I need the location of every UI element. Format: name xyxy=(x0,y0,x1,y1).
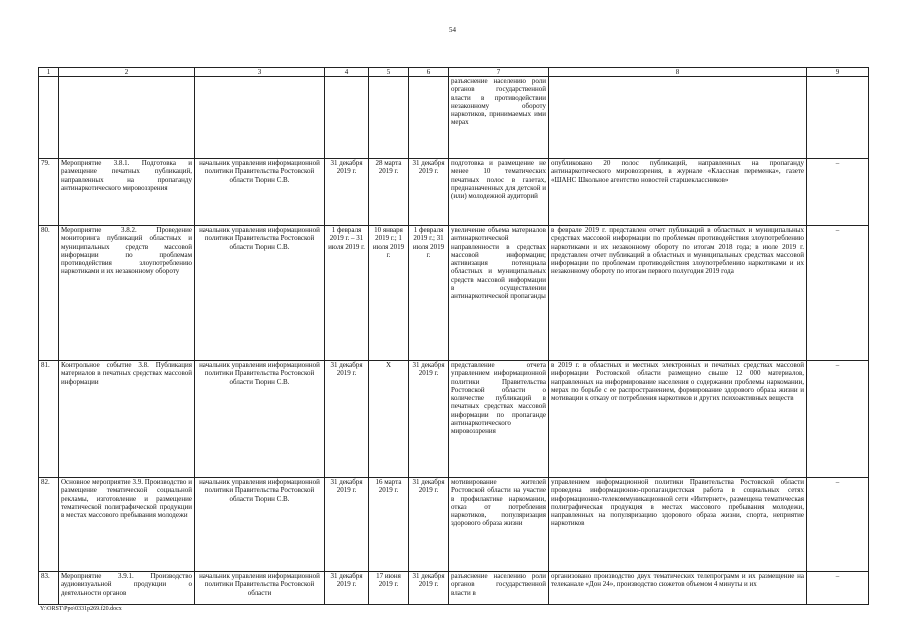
expected-result: подготовка и размещение не менее 10 тематических печатных полос в газетах, предназначенных для детской и (или) молодежной аудиторий xyxy=(449,159,549,226)
header-cell: 7 xyxy=(449,68,549,77)
continuation-row xyxy=(39,77,869,159)
header-cell: 3 xyxy=(195,68,325,77)
table-row xyxy=(39,226,869,361)
actual-result: управлением информационной политики Правительства Ростовской области проведена информационно-пропагандистская работа в социальных сетях информационно-телекоммуникационной сети «Интернет», размещена тематическая полиграфическая продукция в местах массового пребывания молодежи, направленных на популяризацию здорового образа жизни, спорта, неприятие наркотиков xyxy=(549,478,807,572)
report-table xyxy=(38,67,869,605)
note: – xyxy=(807,159,869,226)
measure-name: Основное мероприятие 3.9. Производство и размещение тематической социальной рекламы, изготовление и размещение тематической полиграфической продукции в местах массового пребывания молодежи xyxy=(59,478,195,572)
executor: начальник управления информационной политики Правительства Ростовской области Тюрин С.В. xyxy=(195,478,325,572)
executor: начальник управления информационной политики Правительства Ростовской области Тюрин С.В. xyxy=(195,159,325,226)
table-row xyxy=(39,572,869,605)
plan-date: 31 декабря 2019 г. xyxy=(325,572,369,605)
note: – xyxy=(807,572,869,605)
table-row xyxy=(39,361,869,478)
end-date: 31 декабря 2019 г. xyxy=(409,572,449,605)
header-cell: 2 xyxy=(59,68,195,77)
row-number: 80. xyxy=(39,226,59,361)
column-number-row xyxy=(39,68,869,77)
header-cell: 4 xyxy=(325,68,369,77)
executor: начальник управления информационной политики Правительства Ростовской области Тюрин С.В. xyxy=(195,361,325,478)
plan-date: 31 декабря 2019 г. xyxy=(325,361,369,478)
start-date: 28 марта 2019 г. xyxy=(369,159,409,226)
start-date: Х xyxy=(369,361,409,478)
header-cell: 9 xyxy=(807,68,869,77)
table-row xyxy=(39,159,869,226)
note: – xyxy=(807,361,869,478)
table-row xyxy=(39,478,869,572)
header-cell: 1 xyxy=(39,68,59,77)
row-number: 83. xyxy=(39,572,59,605)
plan-date: 31 декабря 2019 г. xyxy=(325,159,369,226)
note: – xyxy=(807,226,869,361)
expected-result: разъяснение населению роли органов государственной власти в xyxy=(449,572,549,605)
expected-result: увеличение объема материалов антинаркотической направленности в средствах массовой информации; активизация потенциала областных и муниципальных средств массовой информации в осуществлении антинаркотической пропаганды xyxy=(449,226,549,361)
expected-result: представление отчета управлением информационной политики Правительства Ростовской области о количестве публикаций в печатных средствах массовой информации по пропаганде антинаркотического мировоззрения xyxy=(449,361,549,478)
row-number: 82. xyxy=(39,478,59,572)
row-number: 79. xyxy=(39,159,59,226)
measure-name: Мероприятие 3.8.1. Подготовка и размещение печатных публикаций, направленных на пропаганду антинаркотического мировоззрения xyxy=(59,159,195,226)
expected-result: мотивирование жителей Ростовской области на участие в профилактике наркомании, отказ от потребления наркотиков, популяризация здорового образа жизни xyxy=(449,478,549,572)
measure-name: Контрольное событие 3.8. Публикация материалов в печатных средствах массовой информации xyxy=(59,361,195,478)
measure-name: Мероприятие 3.8.2. Проведение мониторинга публикаций областных и муниципальных средств массовой информации по проблемам противодействия злоупотреблению наркотиками и их незаконному обороту xyxy=(59,226,195,361)
header-cell: 8 xyxy=(549,68,807,77)
end-date: 31 декабря 2019 г. xyxy=(409,159,449,226)
actual-result: в 2019 г. в областных и местных электронных и печатных средствах массовой информации Ростовской области размещено свыше 12 000 материалов, направленных на информирование населения о содержании проблемы наркомании, мерах по борьбе с ее распространением, формирование здорового образа жизни и мотивации к отказу от потребления наркотиков и других психоактивных веществ xyxy=(549,361,807,478)
start-date: 16 марта 2019 г. xyxy=(369,478,409,572)
executor: начальник управления информационной политики Правительства Ростовской области xyxy=(195,572,325,605)
actual-result: организовано производство двух тематических телепрограмм и их размещение на телеканале «Дон 24», производство сюжетов объемом 4 минуты и их xyxy=(549,572,807,605)
header-cell: 6 xyxy=(409,68,449,77)
plan-date: 1 февраля 2019 г. – 31 июля 2019 г. xyxy=(325,226,369,361)
continuation-result: разъяснение населению роли органов государственной власти в противодействии незаконному обороту наркотиков, принимаемых ими мерах xyxy=(449,77,549,159)
start-date: 10 января 2019 г.; 1 июля 2019 г. xyxy=(369,226,409,361)
end-date: 1 февраля 2019 г.; 31 июля 2019 г. xyxy=(409,226,449,361)
note: – xyxy=(807,478,869,572)
file-path-footer: Y:\ORST\Ppo\0331p269.f20.docx xyxy=(40,606,122,612)
row-number: 81. xyxy=(39,361,59,478)
actual-result: в феврале 2019 г. представлен отчет публикаций в областных и муниципальных средствах массовой информации по проблемам противодействия злоупотреблению наркотиками и их незаконному обороту по итогам 2018 года; в июле 2019 г. представлен отчет публикаций в областных и муниципальных средствах массовой информации по проблемам противодействия злоупотреблению наркотиками и их незаконному обороту по итогам первого полугодия 2019 года xyxy=(549,226,807,361)
actual-result: опубликовано 20 полос публикаций, направленных на пропаганду антинаркотического мировоззрения, в журнале «Классная переменка», газете «ШАНС Школьное агентство новостей старшеклассников» xyxy=(549,159,807,226)
executor: начальник управления информационной политики Правительства Ростовской области Тюрин С.В. xyxy=(195,226,325,361)
end-date: 31 декабря 2019 г. xyxy=(409,361,449,478)
header-cell: 5 xyxy=(369,68,409,77)
start-date: 17 июня 2019 г. xyxy=(369,572,409,605)
page-number: 54 xyxy=(449,26,456,34)
end-date: 31 декабря 2019 г. xyxy=(409,478,449,572)
measure-name: Мероприятие 3.9.1. Производство аудиовизуальной продукции о деятельности органов xyxy=(59,572,195,605)
plan-date: 31 декабря 2019 г. xyxy=(325,478,369,572)
